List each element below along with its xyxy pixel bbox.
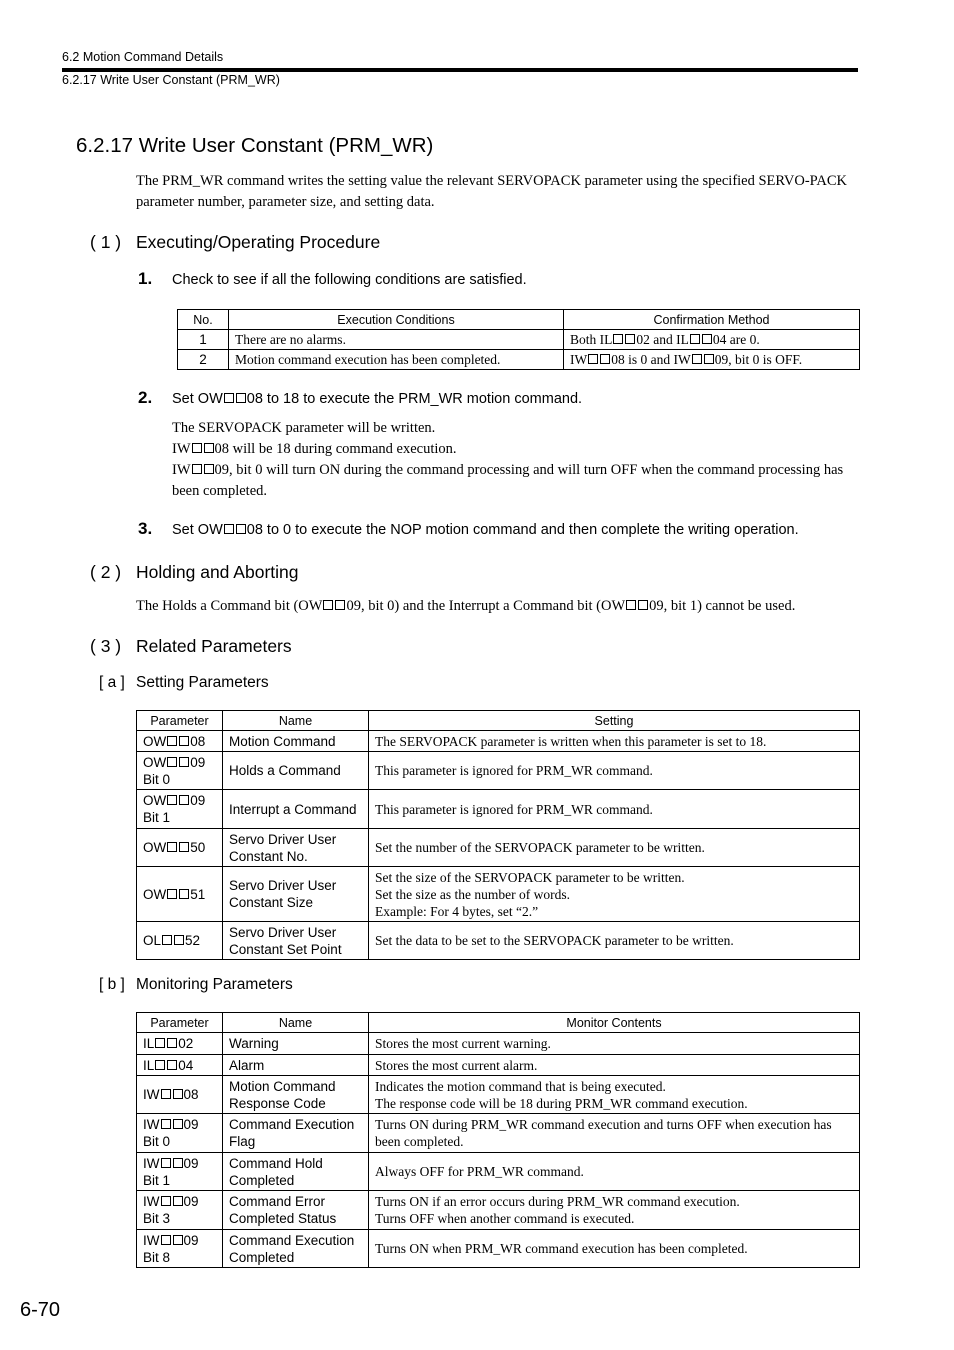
table-cell: Servo Driver User Constant No. [223, 829, 369, 867]
table-cell: The SERVOPACK parameter is written when this parameter is set to 18. [369, 731, 860, 752]
table-cell: 2 [178, 350, 229, 370]
table-cell: OW 08 [137, 731, 223, 752]
section-1-heading: Executing/Operating Procedure [136, 232, 381, 252]
table-header-row [178, 310, 860, 330]
table-cell: Both IL 02 and IL 04 are 0. [564, 330, 860, 350]
subsection-b-heading: Monitoring Parameters [136, 976, 293, 993]
intro-paragraph: The PRM_WR command writes the setting value the relevant SERVOPACK parameter using the specified SERVO-PACK parameter number, parameter size, and setting data. [136, 173, 848, 210]
table-header-row [137, 1013, 860, 1033]
column-header: Monitor Contents [369, 1013, 860, 1033]
execution-conditions-table [177, 309, 860, 370]
step-2-text: Set OW 08 to 18 to execute the PRM_WR motion command. [172, 391, 583, 407]
table-cell: Motion Command [223, 731, 369, 752]
table-cell: Servo Driver User Constant Size [223, 867, 369, 922]
table-cell: Holds a Command [223, 752, 369, 790]
table-cell: Motion Command Response Code [223, 1076, 369, 1114]
step-1-text: Check to see if all the following conditions are satisfied. [172, 272, 527, 288]
column-header: No. [178, 310, 229, 330]
column-header: Confirmation Method [564, 310, 860, 330]
table-cell: This parameter is ignored for PRM_WR command. [369, 790, 860, 829]
table-cell: Alarm [223, 1055, 369, 1076]
table-cell: Set the size of the SERVOPACK parameter to be written. Set the size as the number of words. Example: For 4 bytes, set “2.” [369, 867, 860, 922]
table-row [137, 1076, 860, 1114]
table-row [137, 1114, 860, 1153]
table-row [137, 1055, 860, 1076]
table-row [137, 1191, 860, 1230]
subsection-b-number: [ b ] [99, 976, 125, 993]
table-cell: Command Execution Flag [223, 1114, 369, 1153]
table-row [137, 922, 860, 960]
subsection-a-heading: Setting Parameters [136, 674, 269, 691]
section-3-heading: Related Parameters [136, 636, 292, 656]
table-row [137, 1230, 860, 1268]
table-cell: IW 09 Bit 8 [137, 1230, 223, 1268]
table-row [137, 1153, 860, 1191]
table-cell: OW 09 Bit 0 [137, 752, 223, 790]
table-cell: 1 [178, 330, 229, 350]
table-cell: Servo Driver User Constant Set Point [223, 922, 369, 960]
step-3-number: 3. [138, 519, 153, 538]
step-3-text: Set OW 08 to 0 to execute the NOP motion command and then complete the writing operation. [172, 522, 799, 538]
table-cell: Turns ON during PRM_WR command execution and turns OFF when execution has been completed. [369, 1114, 860, 1153]
page-number: 6-70 [20, 1299, 61, 1321]
table-row [137, 1033, 860, 1055]
subsection-a-number: [ a ] [99, 674, 125, 691]
column-header: Execution Conditions [229, 310, 564, 330]
table-cell: Always OFF for PRM_WR command. [369, 1153, 860, 1191]
table-row [178, 350, 860, 370]
section-3-number: ( 3 ) [90, 636, 122, 656]
column-header: Name [223, 1013, 369, 1033]
table-cell: Warning [223, 1033, 369, 1055]
table-cell: Turns ON if an error occurs during PRM_WR command execution. Turns OFF when another command is executed. [369, 1191, 860, 1230]
column-header: Parameter [137, 1013, 223, 1033]
step-2-number: 2. [138, 388, 153, 407]
table-cell: IL 04 [137, 1055, 223, 1076]
column-header: Setting [369, 711, 860, 731]
table-cell: Motion command execution has been completed. [229, 350, 564, 370]
table-header-row [137, 711, 860, 731]
step-2-detail-line: The SERVOPACK parameter will be written. [172, 420, 436, 436]
column-header: Parameter [137, 711, 223, 731]
table-row [137, 829, 860, 867]
table-row [137, 867, 860, 922]
table-row [137, 752, 860, 790]
table-cell: Command Execution Completed [223, 1230, 369, 1268]
table-cell: Interrupt a Command [223, 790, 369, 829]
table-cell: IW 08 is 0 and IW 09, bit 0 is OFF. [564, 350, 860, 370]
table-cell: Set the data to be set to the SERVOPACK parameter to be written. [369, 922, 860, 960]
table-row [137, 731, 860, 752]
table-row [178, 330, 860, 350]
running-header-section: 6.2 Motion Command Details [62, 50, 224, 64]
page-title: 6.2.17 Write User Constant (PRM_WR) [76, 134, 434, 157]
table-cell: Turns ON when PRM_WR command execution has been completed. [369, 1230, 860, 1268]
table-cell: This parameter is ignored for PRM_WR command. [369, 752, 860, 790]
column-header: Name [223, 711, 369, 731]
step-2-detail-line: IW 08 will be 18 during command execution. [172, 441, 457, 457]
table-cell: IW 09 Bit 0 [137, 1114, 223, 1153]
table-cell: Stores the most current warning. [369, 1033, 860, 1055]
section-1-number: ( 1 ) [90, 232, 122, 252]
table-cell: OW 50 [137, 829, 223, 867]
table-cell: IW 08 [137, 1076, 223, 1114]
table-row [137, 790, 860, 829]
monitoring-parameters-table [136, 1012, 860, 1268]
step-2-details [172, 418, 858, 502]
table-cell: Command Hold Completed [223, 1153, 369, 1191]
section-2-number: ( 2 ) [90, 562, 122, 582]
table-cell: OL 52 [137, 922, 223, 960]
table-cell: OW 09 Bit 1 [137, 790, 223, 829]
table-cell: OW 51 [137, 867, 223, 922]
step-1-number: 1. [138, 269, 153, 288]
running-header-subsection: 6.2.17 Write User Constant (PRM_WR) [62, 73, 280, 87]
table-cell: There are no alarms. [229, 330, 564, 350]
step-2-detail-line: IW 09, bit 0 will turn ON during the command processing and will turn OFF when the command processing has been completed. [172, 462, 844, 499]
table-cell: IL 02 [137, 1033, 223, 1055]
table-cell: IW 09 Bit 1 [137, 1153, 223, 1191]
setting-parameters-table [136, 710, 860, 960]
table-cell: Indicates the motion command that is being executed. The response code will be 18 during PRM_WR command execution. [369, 1076, 860, 1114]
section-2-paragraph: The Holds a Command bit (OW 09, bit 0) and the Interrupt a Command bit (OW 09, bit 1) cannot be used. [136, 598, 796, 614]
table-cell: Stores the most current alarm. [369, 1055, 860, 1076]
section-2-heading: Holding and Aborting [136, 562, 299, 582]
table-cell: Command Error Completed Status [223, 1191, 369, 1230]
header-rule [62, 68, 858, 72]
table-cell: IW 09 Bit 3 [137, 1191, 223, 1230]
table-cell: Set the number of the SERVOPACK parameter to be written. [369, 829, 860, 867]
